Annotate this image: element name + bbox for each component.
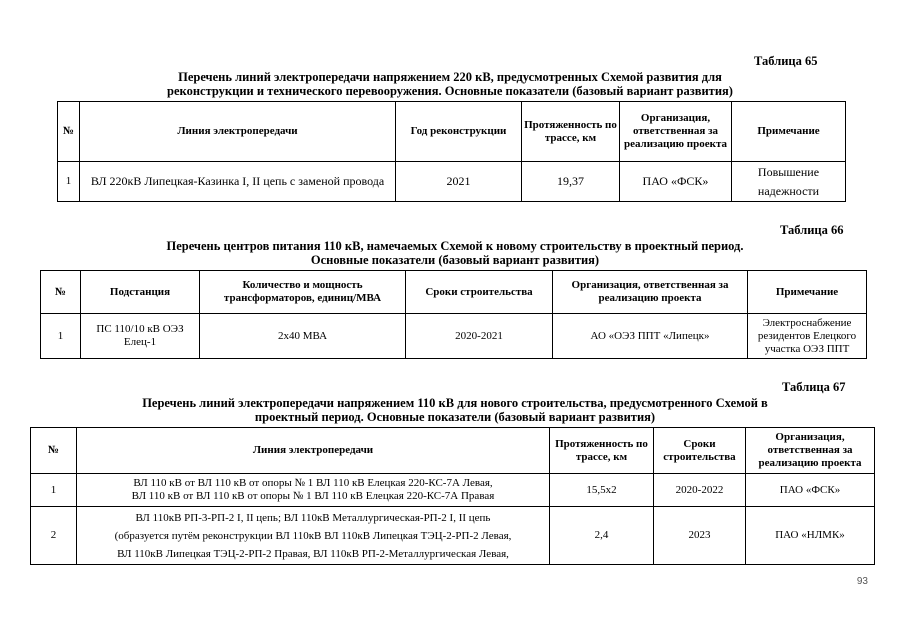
t67-header-num: № — [31, 428, 77, 474]
table-66-title-line1: Перечень центров питания 110 кВ, намечаемых Схемой к новому строительству в проектный период. — [166, 239, 744, 253]
t67-cell-org: ПАО «НЛМК» — [746, 507, 875, 565]
t65-cell-year: 2021 — [396, 162, 522, 202]
table-65-title-line1: Перечень линий электропередачи напряжением 220 кВ, предусмотренных Схемой развития для — [178, 70, 722, 84]
t67-cell-term: 2023 — [654, 507, 746, 565]
t67-cell-line-b: (образуется путём реконструкции ВЛ 110кВ ВЛ 110кВ Липецкая ТЭЦ-2-РП-2 Левая, — [114, 529, 512, 542]
t65-cell-note: Повышение надежности — [732, 162, 846, 202]
table-67-title-line1: Перечень линий электропередачи напряжением 110 кВ для нового строительства, предусмотренного Схемой в — [142, 396, 768, 410]
t67-cell-num: 2 — [31, 507, 77, 565]
table-66-title — [100, 239, 810, 267]
page-number: 93 — [856, 576, 868, 587]
t67-header-org: Организация, ответственная за реализацию проекта — [746, 428, 875, 474]
t66-header-term: Сроки строительства — [406, 271, 553, 314]
table-66-title-line2: Основные показатели (базовый вариант развития) — [310, 253, 600, 267]
table-66-number: Таблица 66 — [780, 223, 844, 237]
t67-cell-line-a: ВЛ 110кВ РП-3-РП-2 I, II цепь; ВЛ 110кВ Металлургическая-РП-2 I, II цепь — [135, 511, 491, 524]
table-67-title-line2: проектный период. Основные показатели (базовый вариант развития) — [254, 410, 656, 424]
t66-header-org: Организация, ответственная за реализацию проекта — [553, 271, 748, 314]
table-67 — [30, 427, 875, 565]
t67-cell-org: ПАО «ФСК» — [746, 474, 875, 507]
t65-header-note: Примечание — [732, 102, 846, 162]
t67-cell-term: 2020-2022 — [654, 474, 746, 507]
table-65-header-row — [58, 102, 846, 162]
table-65 — [57, 101, 846, 202]
table-row — [58, 162, 846, 202]
t66-header-num: № — [41, 271, 81, 314]
table-row — [41, 314, 867, 359]
table-65-title-line2: реконструкции и технического перевооружения. Основные показатели (базовый вариант развития) — [167, 84, 733, 98]
t65-cell-num: 1 — [58, 162, 80, 202]
t65-header-org: Организация, ответственная за реализацию проекта — [620, 102, 732, 162]
t67-cell-length: 2,4 — [550, 507, 654, 565]
t67-cell-line — [77, 507, 550, 565]
t66-cell-org: АО «ОЭЗ ППТ «Липецк» — [553, 314, 748, 359]
t66-header-note: Примечание — [748, 271, 867, 314]
t67-cell-line — [77, 474, 550, 507]
t65-cell-line: ВЛ 220кВ Липецкая-Казинка I, II цепь с заменой провода — [80, 162, 396, 202]
table-67-number: Таблица 67 — [782, 380, 846, 394]
t66-cell-note: Электроснабжение резидентов Елецкого участка ОЭЗ ППТ — [748, 314, 867, 359]
t67-cell-line-a: ВЛ 110 кВ от ВЛ 110 кВ от опоры № 1 ВЛ 110 кВ Елецкая 220-КС-7А Левая, — [133, 477, 493, 489]
table-67-title — [80, 396, 830, 424]
table-67-header-row — [31, 428, 875, 474]
t67-cell-line-c: ВЛ 110кВ Липецкая ТЭЦ-2-РП-2 Правая, ВЛ 110кВ РП-2-Металлургическая Левая, — [117, 547, 509, 560]
t67-cell-line-b: ВЛ 110 кВ от ВЛ 110 кВ от опоры № 1 ВЛ 110 кВ Елецкая 220-КС-7А Правая — [131, 490, 495, 502]
t65-header-length: Протяженность по трассе, км — [522, 102, 620, 162]
t66-header-substation: Подстанция — [81, 271, 200, 314]
table-row — [31, 507, 875, 565]
t66-cell-substation: ПС 110/10 кВ ОЭЗ Елец-1 — [81, 314, 200, 359]
t67-cell-length: 15,5х2 — [550, 474, 654, 507]
t66-header-transformers: Количество и мощность трансформаторов, единиц/МВА — [200, 271, 406, 314]
t65-header-year: Год реконструкции — [396, 102, 522, 162]
table-65-title — [100, 70, 800, 98]
t65-header-num: № — [58, 102, 80, 162]
t67-header-length: Протяженность по трассе, км — [550, 428, 654, 474]
table-65-number: Таблица 65 — [754, 54, 818, 68]
t67-header-term: Сроки строительства — [654, 428, 746, 474]
t65-header-line: Линия электропередачи — [80, 102, 396, 162]
t66-cell-term: 2020-2021 — [406, 314, 553, 359]
t67-header-line: Линия электропередачи — [77, 428, 550, 474]
t65-cell-org: ПАО «ФСК» — [620, 162, 732, 202]
table-row — [31, 474, 875, 507]
t65-cell-length: 19,37 — [522, 162, 620, 202]
t66-cell-transformers: 2х40 МВА — [200, 314, 406, 359]
table-66 — [40, 270, 867, 359]
t66-cell-num: 1 — [41, 314, 81, 359]
table-66-header-row — [41, 271, 867, 314]
t67-cell-num: 1 — [31, 474, 77, 507]
